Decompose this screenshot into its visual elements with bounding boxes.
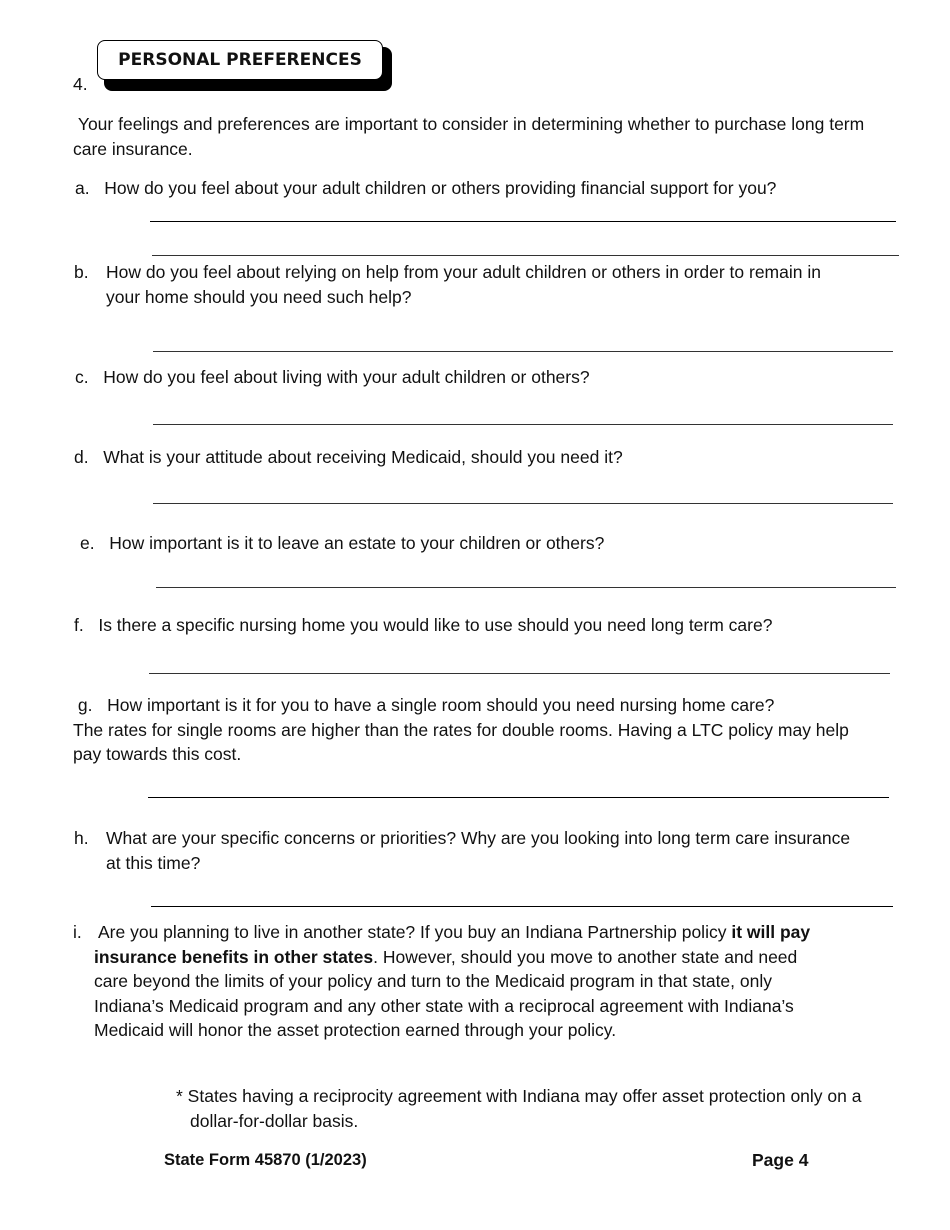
question-d [74, 445, 874, 470]
answer-line-h[interactable] [151, 906, 893, 907]
question-e-label: e. [80, 533, 95, 553]
question-i-text-1: Are you planning to live in another state? If you buy an Indiana Partnership policy [98, 922, 732, 942]
question-i-text-2: . However, should you move to another state and need care beyond the limits of your policy and turn to the Medicaid program in that state, only Indiana’s Medicaid program and any other state with a reciprocal agreement with Indiana’s Medicaid will honor the asset protection earned through your policy. [94, 946, 798, 1040]
question-i [73, 920, 818, 1043]
question-a-text: How do you feel about your adult children or others providing financial support for you? [104, 178, 777, 198]
question-c-text: How do you feel about living with your adult children or others? [103, 367, 590, 387]
section-intro-text: Your feelings and preferences are important to consider in determining whether to purchase long term care insurance. [73, 114, 865, 159]
page-number: Page 4 [752, 1150, 809, 1170]
question-a-label: a. [75, 178, 90, 198]
answer-line-f[interactable] [149, 673, 890, 674]
reciprocity-note: * States having a reciprocity agreement with Indiana may offer asset protection only on a dollar-for-dollar basis. [176, 1086, 862, 1131]
answer-line-c[interactable] [153, 424, 893, 425]
question-d-text: What is your attitude about receiving Medicaid, should you need it? [103, 447, 623, 467]
question-b-label: b. [74, 262, 89, 282]
question-i-bold: it will pay insurance benefits in other states [94, 922, 811, 967]
section-number: 4. [73, 74, 88, 94]
question-f-label: f. [74, 615, 84, 635]
question-g-continuation: The rates for single rooms are higher than the rates for double rooms. Having a LTC policy may help pay towards this cost. [73, 719, 849, 764]
question-f [74, 613, 894, 638]
question-b [74, 260, 851, 309]
question-h-text: What are your specific concerns or priorities? Why are you looking into long term care insurance at this time? [106, 828, 851, 873]
question-g [73, 693, 873, 767]
answer-line-b[interactable] [153, 351, 893, 352]
answer-line-a-1[interactable] [150, 221, 896, 222]
answer-line-a-2[interactable] [152, 255, 899, 256]
question-h-label: h. [74, 828, 89, 848]
question-f-text: Is there a specific nursing home you would like to use should you need long term care? [98, 615, 773, 635]
question-e-text: How important is it to leave an estate to your children or others? [109, 533, 605, 553]
question-a [75, 176, 875, 201]
question-g-label: g. [77, 695, 93, 715]
answer-line-e[interactable] [156, 587, 896, 588]
question-b-text: How do you feel about relying on help from your adult children or others in order to remain in your home should you need such help? [106, 262, 821, 307]
answer-line-d[interactable] [153, 503, 893, 504]
question-g-text: How important is it for you to have a single room should you need nursing home care? [107, 695, 775, 715]
question-c-label: c. [75, 367, 89, 387]
question-h [74, 826, 856, 875]
form-number: State Form 45870 (1/2023) [164, 1151, 367, 1169]
question-c [75, 365, 875, 390]
section-intro [73, 112, 893, 161]
question-e [80, 531, 880, 556]
question-d-label: d. [74, 447, 89, 467]
answer-line-g[interactable] [148, 797, 889, 798]
section-title: PERSONAL PREFERENCES [97, 40, 383, 80]
question-i-label: i. [73, 922, 82, 942]
